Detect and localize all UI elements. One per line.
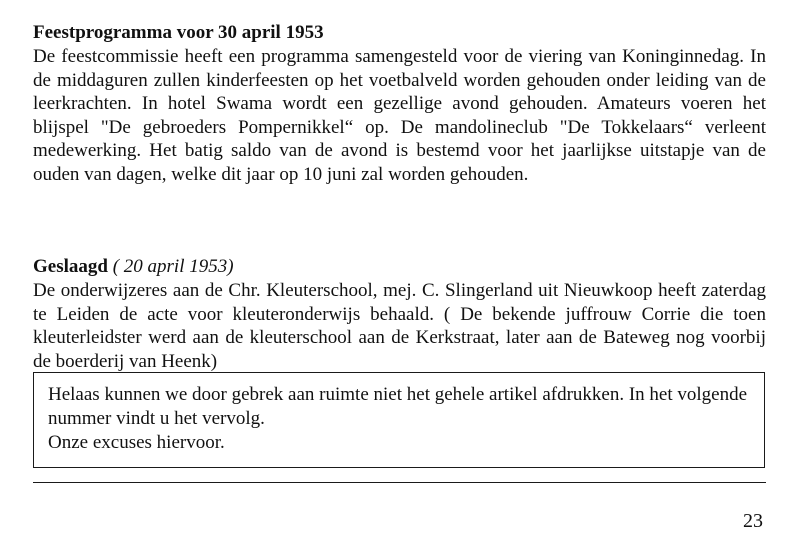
notice-box — [33, 372, 765, 468]
article-body: De onderwijzeres aan de Chr. Kleuterschool, mej. C. Slingerland uit Nieuwkoop heeft zaterdag te Leiden de acte voor kleuteronderwijs behaald. ( De bekende juffrouw Corrie die toen kleuterleidster werd aan de kleuterschool aan de Kerkstraat, later aan de Bateweg nog voorbij de boerderij van Heenk) — [33, 280, 766, 372]
notice-text: Helaas kunnen we door gebrek aan ruimte niet het gehele artikel afdrukken. In het volgende nummer vindt u het vervolg. — [48, 384, 748, 429]
notice-apology: Onze excuses hiervoor. — [48, 432, 225, 453]
article-feestprogramma — [33, 20, 766, 186]
article-title-text: Geslaagd — [33, 256, 108, 277]
article-date: ( 20 april 1953) — [112, 256, 234, 277]
article-title — [33, 254, 766, 279]
article-body: De feestcommissie heeft een programma samengesteld voor de viering van Koninginnedag. In de middaguren zullen kinderfeesten op het voetbalveld worden gehouden onder leiding van de leerkrachten. In hotel Swama wordt een gezellige avond gehouden. Amateurs voeren het blijspel "De gebroeders Pompernikkel“ op. De mandolineclub "De Tokkelaars“ verleent medewerking. Het batig saldo van de avond is bestemd voor het jaarlijkse uitstapje van de ouden van dagen, welke dit jaar op 10 juni zal worden gehouden. — [33, 46, 766, 185]
page-number: 23 — [743, 510, 763, 532]
article-title-text: Feestprogramma voor 30 april 1953 — [33, 22, 324, 43]
article-title — [33, 20, 766, 45]
article-geslaagd — [33, 254, 766, 373]
divider — [33, 482, 766, 483]
